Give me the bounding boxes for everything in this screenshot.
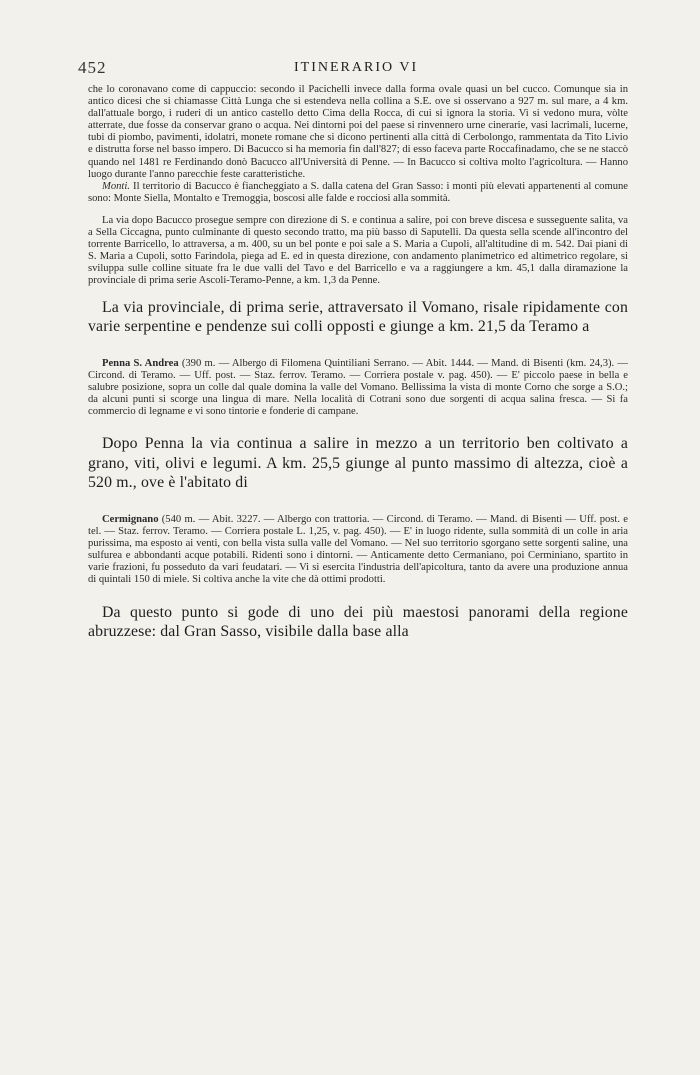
paragraph-cermignano: [88, 514, 628, 587]
running-title: ITINERARIO VI: [294, 60, 419, 75]
paragraph-text: (540 m. — Abit. 3227. — Albergo con trattoria. — Circond. di Teramo. — Mand. di Bisenti — Uff. post. e tel. — Staz. ferrov. Teramo. — Corriera postale L. 1,25, v. pag. 450). — E' in luogo ridente, sulla sommità di un colle in aria purissima, ma esposto ai venti, con bella vista sulla valle del Vomano. — Nel suo territorio sgorgano sette sorgenti saline, una sulfurea e abbondanti acque potabili. Ridenti sono i dintorni. — Anticamente detto Cermaniano, poi Cerminiano, spartito in varie frazioni, fu posseduto da vari feudatari. — Vi si esercita l'industria dell'apicoltura, tanto da avere una produzione annua di quintali 150 di miele. Si coltiva anche la vite che dà ottimi prodotti.: [88, 513, 628, 586]
paragraph-penna-s-andrea: [88, 358, 628, 418]
page-number: 452: [78, 58, 107, 77]
paragraph-lead: Cermignano: [102, 513, 159, 525]
paragraph-text: che lo coronavano come di cappuccio: secondo il Pacichelli invece dalla forma ovale quasi un bel cucco. Comunque sia in antico dicesi che si chiamasse Città Lunga che si estendeva nella collina a S.E. ove si osservano a 927 m. sul mare, a 4 km. dall'attuale borgo, i ruderi di un antico castello detto Cima della Rocca, di cui si ignora la storia. Vi si vedono mura, vòlte atterrate, due fosse da conservar grano o acqua. Nei dintorni poi del paese si rinvennero urne cinerarie, vasi lacrimali, lucerne, tubi di piombo, pavimenti, idolatri, monete romane che si dicono pertinenti alla città di Cerbolongo, rammentata da Tito Livio e distrutta forse nel basso impero. Di Bacucco si ha memoria fin dall'827; di esso faceva parte Roccafinadamo, che se ne staccò quando nel 1481 re Ferdinando donò Bacucco all'Università di Penne. — In Bacucco si coltiva molto l'agricoltura. — Hanno luogo durante l'anno parecchie feste caratteristiche.: [88, 84, 628, 180]
paragraph-monti: [88, 181, 628, 205]
paragraph-text: La via dopo Bacucco prosegue sempre con direzione di S. e continua a salire, poi con breve discesa e susseguente salita, va a Sella Ciccagna, punto culminante di questo secondo tratto, ma più basso di Saputelli. Da questa sella scende all'incontro del torrente Barricello, lo attraversa, a m. 400, su un bel ponte e poi sale a S. Maria a Cupoli, all'altitudine di m. 542. Dai piani di S. Maria a Cupoli, sotto Farindola, piega ad E. ed in questa direzione, con andamento planimetrico ed altimetrico regolare, si sviluppa sulle colline situate fra le due valli del Tavo e del Barricello e va a raggiungere a km. 45,1 dalla diramazione la provinciale di prima serie Ascoli-Teramo-Penne, a km. 1,3 da Penne.: [88, 214, 628, 287]
paragraph-route-bacucco: [88, 215, 628, 288]
paragraph-text: Il territorio di Bacucco è fiancheggiato a S. dalla catena del Gran Sasso: i monti più elevati appartenenti al comune sono: Monte Siella, Montalto e Tremoggia, boscosi alle falde e rocciosi alla sommità.: [88, 180, 628, 204]
page-header: [78, 58, 628, 80]
paragraph-panorama: [88, 603, 628, 641]
paragraph-lead: Penna S. Andrea: [102, 357, 179, 369]
paragraph-text: La via provinciale, di prima serie, attraversato il Vomano, risale ripidamente con varie serpentine e pendenze sui colli opposti e giunge a km. 21,5 da Teramo a: [88, 298, 628, 335]
paragraph-provincial-road: [88, 298, 628, 336]
book-page: [78, 58, 628, 641]
paragraph-lead: Monti.: [102, 180, 130, 192]
paragraph-after-penna: [88, 434, 628, 492]
paragraph-text: (390 m. — Albergo di Filomena Quintiliani Serrano. — Abit. 1444. — Mand. di Bisenti (km. 24,3). — Circond. di Teramo. — Uff. post. — Staz. ferrov. Teramo. — Corriera postale v. pag. 450). — E' piccolo paese in bella e salubre posizione, sopra un colle dal quale domina la valle del Vomano. Bellissima la vista di monte Corno che sorge a S.O.; da alcuni punti si scorge una lingua di mare. Nella località di Cotrani sono due sorgenti di acqua salina fresca. — Si fa commercio di legname e vi sono tintorie e fonderie di campane.: [88, 357, 628, 418]
paragraph-bacucco-history: [88, 84, 628, 181]
paragraph-text: Dopo Penna la via continua a salire in mezzo a un territorio ben coltivato a grano, viti, olivi e legumi. A km. 25,5 giunge al punto massimo di altezza, cioè a 520 m., ove è l'abitato di: [88, 435, 628, 491]
paragraph-text: Da questo punto si gode di uno dei più maestosi panorami della regione abruzzese: dal Gran Sasso, visibile dalla base alla: [88, 603, 628, 640]
